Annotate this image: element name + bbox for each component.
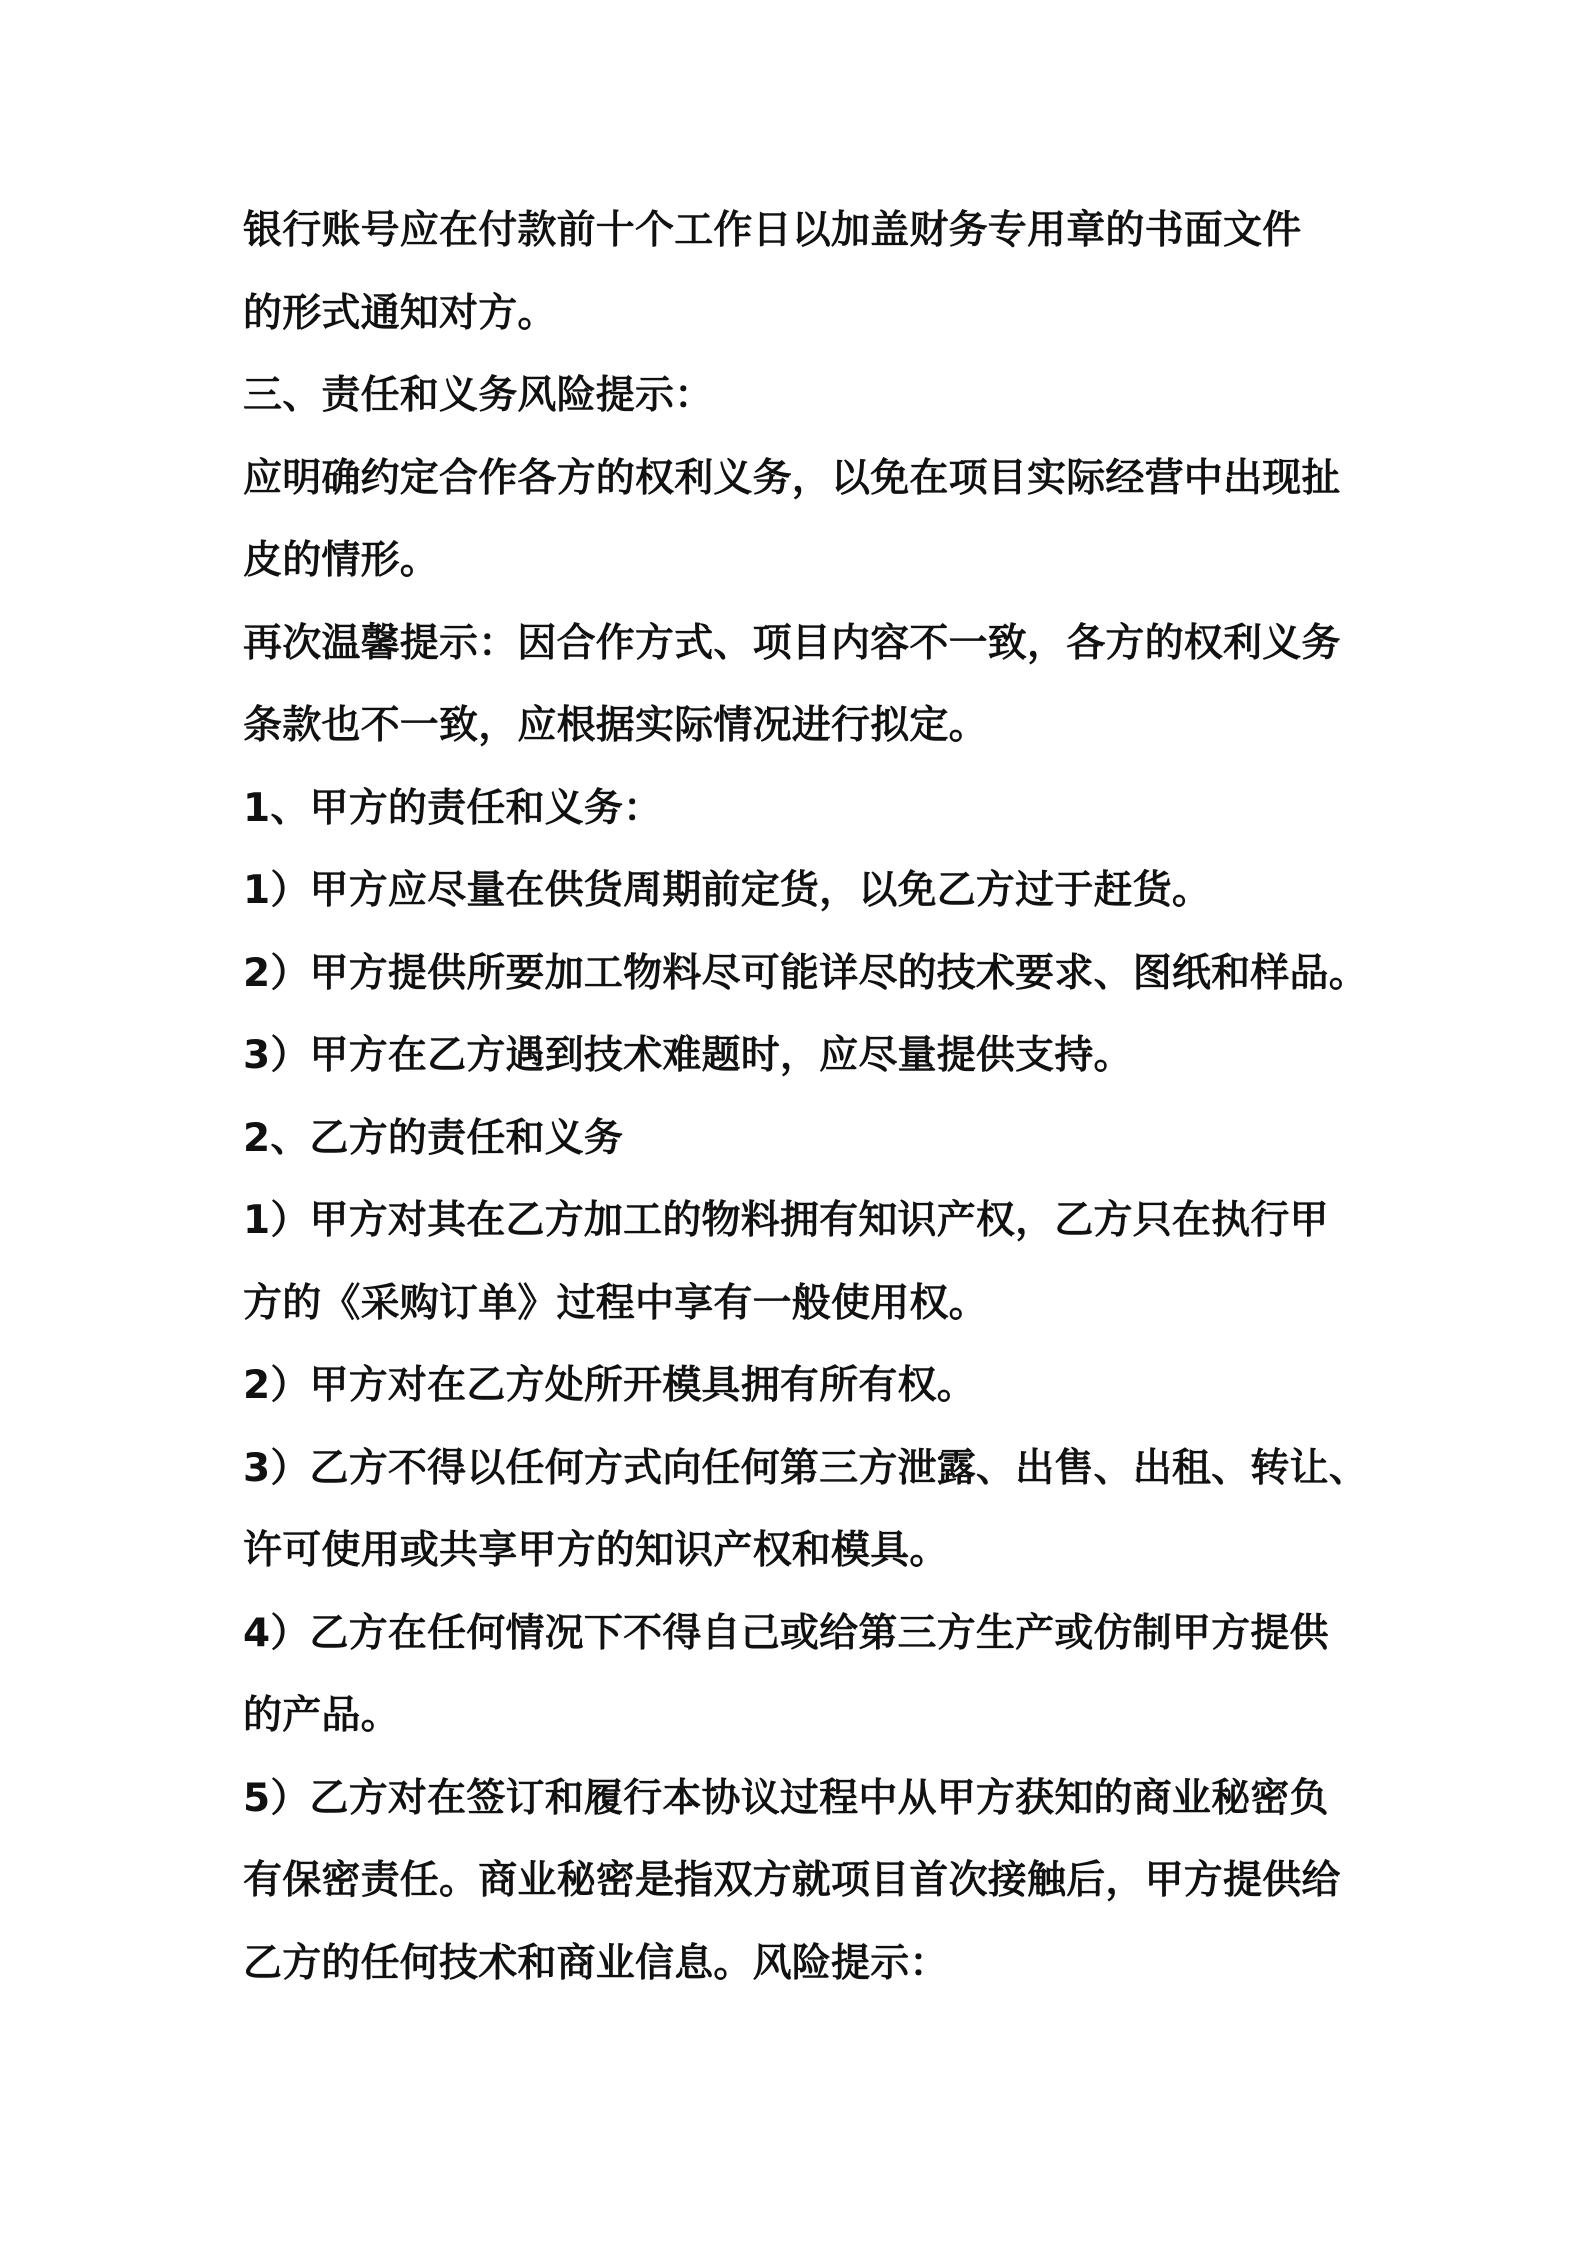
- text-line: 乙方的任何技术和商业信息。风险提示：: [243, 1940, 949, 1986]
- text-line: 再次温馨提示：因合作方式、项目内容不一致，各方的权利义务: [243, 620, 1341, 666]
- text-line: 银行账号应在付款前十个工作日以加盖财务专用章的书面文件: [243, 208, 1302, 253]
- list-item: 3）甲方在乙方遇到技术难题时，应尽量提供支持。: [243, 1033, 1133, 1078]
- document-body: [243, 190, 1373, 2005]
- text-line: 许可使用或共享甲方的知识产权和模具。: [243, 1528, 949, 1573]
- subsection-heading: 2、乙方的责任和义务: [243, 1115, 624, 1161]
- list-item: 4）乙方在任何情况下不得自己或给第三方生产或仿制甲方提供: [243, 1610, 1329, 1656]
- list-item: 2）甲方提供所要加工物料尽可能详尽的技术要求、图纸和样品。: [243, 950, 1368, 996]
- subsection-heading: 1、甲方的责任和义务：: [243, 785, 663, 831]
- text-line: 有保密责任。商业秘密是指双方就项目首次接触后，甲方提供给: [243, 1858, 1341, 1903]
- section-heading: 三、责任和义务风险提示：: [243, 373, 714, 418]
- list-item: 3）乙方不得以任何方式向任何第三方泄露、出售、出租、转让、: [243, 1445, 1368, 1491]
- text-line: 条款也不一致，应根据实际情况进行拟定。: [243, 703, 988, 748]
- text-line: 方的《采购订单》过程中享有一般使用权。: [243, 1280, 988, 1326]
- list-item: 2）甲方对在乙方处所开模具拥有所有权。: [243, 1363, 976, 1408]
- list-item: 1）甲方应尽量在供货周期前定货，以免乙方过于赶货。: [243, 868, 1212, 913]
- text-line: 的形式通知对方。: [243, 290, 557, 336]
- text-line: 应明确约定合作各方的权利义务，以免在项目实际经营中出现扯: [243, 455, 1341, 501]
- list-item: 1）甲方对其在乙方加工的物料拥有知识产权，乙方只在执行甲: [243, 1198, 1329, 1243]
- text-line: 的产品。: [243, 1693, 400, 1738]
- text-line: 皮的情形。: [243, 538, 440, 583]
- list-item: 5）乙方对在签订和履行本协议过程中从甲方获知的商业秘密负: [243, 1775, 1329, 1821]
